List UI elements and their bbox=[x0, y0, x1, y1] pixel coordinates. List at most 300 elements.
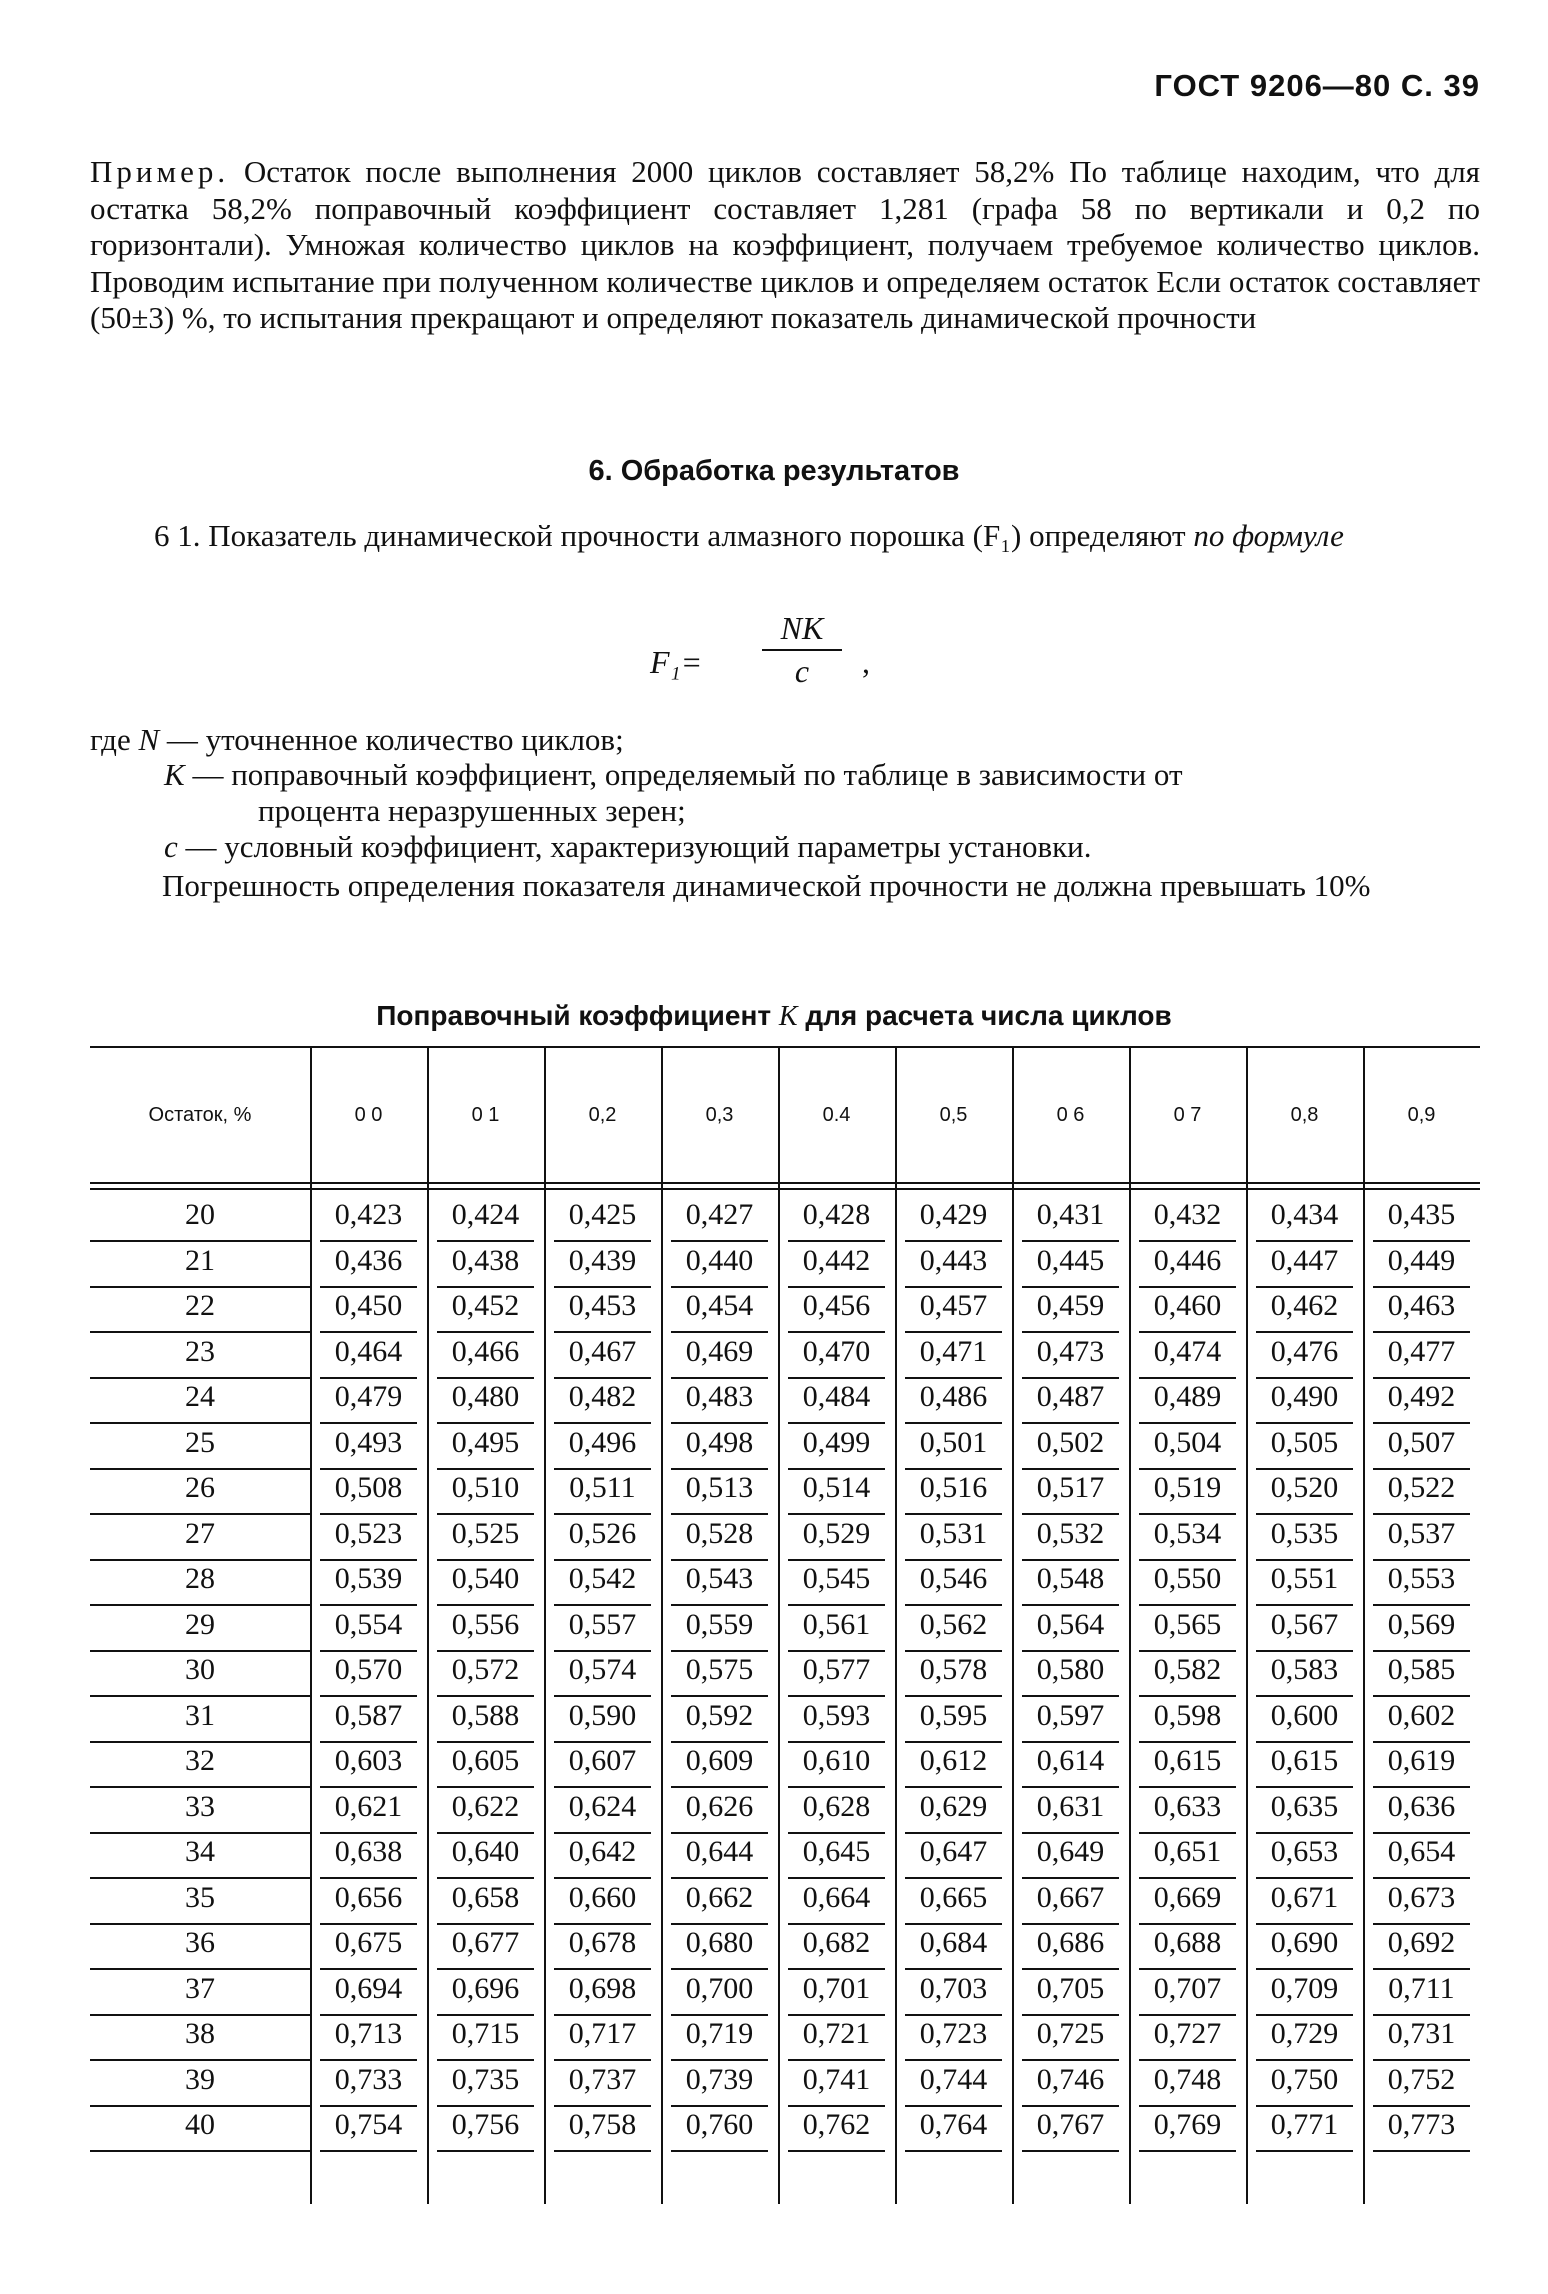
cell-rule bbox=[554, 1468, 651, 1470]
table-cell: 0,698 bbox=[568, 1971, 637, 2005]
cell-rule bbox=[1022, 1331, 1119, 1333]
table-cell: 0,442 bbox=[802, 1243, 871, 1277]
table-cell: 0,744 bbox=[919, 2062, 988, 2096]
cell-rule bbox=[905, 2105, 1002, 2107]
column-header: 0,2 bbox=[588, 1103, 617, 1126]
definition-symbol: N bbox=[138, 722, 167, 757]
table-cell: 0,711 bbox=[1388, 1971, 1455, 2005]
table-cell: 0,694 bbox=[334, 1971, 403, 2005]
table-cell: 0,667 bbox=[1036, 1880, 1105, 1914]
table-cell: 0,771 bbox=[1270, 2108, 1339, 2141]
cell-rule bbox=[320, 1968, 417, 1970]
cell-rule bbox=[554, 1422, 651, 1424]
accuracy-note: Погрешность определения показателя динамической прочности не должна превышать 10% bbox=[162, 868, 1371, 903]
clause-6-1-text: 6 1. Показатель динамической прочности алмазного порошка (F₁) определяют bbox=[154, 518, 1186, 553]
cell-rule bbox=[320, 2105, 417, 2107]
table-cell: 0,682 bbox=[802, 1926, 871, 1959]
cell-rule bbox=[437, 1468, 534, 1470]
table-cell: 0,513 bbox=[685, 1471, 754, 1504]
row-label: 25 bbox=[185, 1425, 215, 1459]
table-cell: 0,721 bbox=[802, 2017, 871, 2050]
cell-rule bbox=[437, 1422, 534, 1424]
cell-rule bbox=[671, 2059, 768, 2061]
cell-rule bbox=[1373, 1422, 1470, 1424]
table-cell: 0,460 bbox=[1153, 1289, 1222, 1322]
cell-rule bbox=[1022, 2014, 1119, 2016]
cell-rule bbox=[554, 1240, 651, 1242]
table-cell: 0,696 bbox=[451, 1971, 520, 2005]
cell-rule bbox=[1256, 1559, 1353, 1561]
table-cell: 0,593 bbox=[802, 1698, 871, 1732]
table-cell: 0,590 bbox=[568, 1698, 637, 1732]
cell-rule bbox=[671, 1377, 768, 1379]
table-cell: 0,548 bbox=[1036, 1562, 1105, 1595]
cell-rule bbox=[788, 1786, 885, 1788]
cell-rule bbox=[671, 2150, 768, 2152]
cell-rule bbox=[1373, 1650, 1470, 1652]
table-cell: 0,588 bbox=[451, 1698, 520, 1732]
table-cell: 0,498 bbox=[685, 1425, 754, 1459]
table-cell: 0,701 bbox=[802, 1971, 871, 2005]
cell-rule bbox=[554, 1832, 651, 1834]
row-rule bbox=[90, 2014, 310, 2016]
table-cell: 0,624 bbox=[568, 1789, 637, 1823]
row-rule bbox=[90, 1695, 310, 1697]
cell-rule bbox=[554, 1968, 651, 1970]
table-cell: 0,680 bbox=[685, 1926, 754, 1959]
cell-rule bbox=[671, 1650, 768, 1652]
table-cell: 0,673 bbox=[1387, 1880, 1456, 1914]
table-cell: 0,514 bbox=[802, 1471, 871, 1504]
cell-rule bbox=[554, 1513, 651, 1515]
cell-rule bbox=[905, 1695, 1002, 1697]
table-cell: 0,686 bbox=[1036, 1926, 1105, 1959]
cell-rule bbox=[671, 2105, 768, 2107]
cell-rule bbox=[1139, 2105, 1236, 2107]
table-cell: 0,575 bbox=[685, 1653, 754, 1686]
cell-rule bbox=[905, 1877, 1002, 1879]
table-cell: 0,546 bbox=[919, 1562, 988, 1595]
row-rule bbox=[90, 1650, 310, 1652]
cell-rule bbox=[320, 1923, 417, 1925]
cell-rule bbox=[1256, 1968, 1353, 1970]
row-label: 40 bbox=[185, 2108, 215, 2141]
definition-text: — условный коэффициент, характеризующий параметры установки. bbox=[185, 829, 1092, 864]
cell-rule bbox=[554, 1559, 651, 1561]
cell-rule bbox=[1139, 1877, 1236, 1879]
table-cell: 0,516 bbox=[919, 1471, 988, 1504]
formula bbox=[0, 610, 1548, 710]
table-cell: 0,700 bbox=[685, 1971, 754, 2005]
table-cell: 0,727 bbox=[1153, 2017, 1222, 2050]
cell-rule bbox=[1256, 1468, 1353, 1470]
table-cell: 0,690 bbox=[1270, 1926, 1339, 1959]
cell-rule bbox=[1256, 1650, 1353, 1652]
table-cell: 0,741 bbox=[802, 2062, 871, 2096]
cell-rule bbox=[1373, 1513, 1470, 1515]
definition-item bbox=[164, 757, 1183, 793]
table-cell: 0,526 bbox=[568, 1516, 637, 1550]
table-cell: 0,484 bbox=[802, 1380, 871, 1413]
table-cell: 0,605 bbox=[451, 1744, 520, 1777]
table-cell: 0,424 bbox=[451, 1198, 520, 1231]
cell-rule bbox=[671, 1786, 768, 1788]
cell-rule bbox=[788, 1468, 885, 1470]
cell-rule bbox=[1373, 1468, 1470, 1470]
cell-rule bbox=[1139, 1695, 1236, 1697]
table-cell: 0,436 bbox=[334, 1243, 403, 1277]
cell-rule bbox=[788, 1331, 885, 1333]
cell-rule bbox=[1022, 1968, 1119, 1970]
cell-rule bbox=[1373, 1968, 1470, 1970]
cell-rule bbox=[1139, 2150, 1236, 2152]
cell-rule bbox=[554, 2105, 651, 2107]
table-cell: 0,439 bbox=[568, 1243, 637, 1277]
table-cell: 0,703 bbox=[919, 1971, 988, 2005]
table-cell: 0,496 bbox=[568, 1425, 637, 1459]
table-cell: 0,492 bbox=[1387, 1380, 1456, 1413]
table-cell: 0,645 bbox=[802, 1835, 871, 1868]
formula-numerator: NK bbox=[762, 610, 842, 651]
row-rule bbox=[90, 2150, 310, 2152]
table-cell: 0,598 bbox=[1153, 1698, 1222, 1732]
cell-rule bbox=[320, 2059, 417, 2061]
table-cell: 0,629 bbox=[919, 1789, 988, 1823]
row-rule bbox=[90, 2105, 310, 2107]
column-header: 0,3 bbox=[705, 1103, 734, 1126]
cell-rule bbox=[1022, 1422, 1119, 1424]
table-cell: 0,470 bbox=[802, 1334, 871, 1368]
table-cell: 0,756 bbox=[451, 2108, 520, 2141]
cell-rule bbox=[671, 1468, 768, 1470]
cell-rule bbox=[788, 1422, 885, 1424]
row-label: 34 bbox=[185, 1835, 215, 1868]
row-rule bbox=[90, 1741, 310, 1743]
table-cell: 0,715 bbox=[451, 2017, 520, 2050]
table-cell: 0,654 bbox=[1387, 1835, 1456, 1868]
table-cell: 0,582 bbox=[1153, 1653, 1222, 1686]
cell-rule bbox=[320, 2150, 417, 2152]
cell-rule bbox=[1139, 1286, 1236, 1288]
cell-rule bbox=[905, 1377, 1002, 1379]
row-label: 31 bbox=[185, 1698, 215, 1732]
table-cell: 0,764 bbox=[919, 2108, 988, 2141]
cell-rule bbox=[1022, 1468, 1119, 1470]
cell-rule bbox=[788, 1513, 885, 1515]
table-cell: 0,443 bbox=[919, 1243, 988, 1277]
definition-symbol: K bbox=[164, 757, 193, 792]
table-cell: 0,528 bbox=[685, 1516, 754, 1550]
section-title: 6. Обработка результатов bbox=[588, 455, 960, 487]
cell-rule bbox=[1256, 1513, 1353, 1515]
table-cell: 0,729 bbox=[1270, 2017, 1339, 2050]
definition-text: — уточненное количество циклов; bbox=[166, 722, 624, 757]
table-cell: 0,564 bbox=[1036, 1607, 1105, 1641]
cell-rule bbox=[320, 1559, 417, 1561]
cell-rule bbox=[788, 1695, 885, 1697]
table-cell: 0,450 bbox=[334, 1289, 403, 1322]
table-cell: 0,622 bbox=[451, 1789, 520, 1823]
table-cell: 0,748 bbox=[1153, 2062, 1222, 2096]
column-header: 0,9 bbox=[1407, 1103, 1436, 1126]
table-cell: 0,640 bbox=[451, 1835, 520, 1868]
cell-rule bbox=[788, 1286, 885, 1288]
cell-rule bbox=[320, 2014, 417, 2016]
table-cell: 0,612 bbox=[919, 1744, 988, 1777]
table-cell: 0,636 bbox=[1387, 1789, 1456, 1823]
table-cell: 0,619 bbox=[1387, 1744, 1456, 1777]
table-header-rule-2 bbox=[90, 1188, 1480, 1190]
table-title-a: Поправочный коэффициент bbox=[376, 1000, 772, 1031]
cell-rule bbox=[1139, 1604, 1236, 1606]
cell-rule bbox=[320, 1513, 417, 1515]
cell-rule bbox=[1256, 1877, 1353, 1879]
cell-rule bbox=[788, 2105, 885, 2107]
table-cell: 0,752 bbox=[1387, 2062, 1456, 2096]
table-cell: 0,556 bbox=[451, 1607, 520, 1641]
table-cell: 0,754 bbox=[334, 2108, 403, 2141]
cell-rule bbox=[1373, 1286, 1470, 1288]
table-cell: 0,453 bbox=[568, 1289, 637, 1322]
table-cell: 0,447 bbox=[1270, 1243, 1339, 1277]
definition-intro: где bbox=[90, 722, 139, 757]
table-cell: 0,480 bbox=[451, 1380, 520, 1413]
cell-rule bbox=[1373, 1923, 1470, 1925]
table-cell: 0,432 bbox=[1153, 1198, 1222, 1231]
table-cell: 0,688 bbox=[1153, 1926, 1222, 1959]
cell-rule bbox=[671, 1604, 768, 1606]
cell-rule bbox=[905, 1286, 1002, 1288]
table-cell: 0,773 bbox=[1387, 2108, 1456, 2141]
table-cell: 0,675 bbox=[334, 1926, 403, 1959]
row-rule bbox=[90, 1468, 310, 1470]
table-cell: 0,660 bbox=[568, 1880, 637, 1914]
cell-rule bbox=[905, 1513, 1002, 1515]
cell-rule bbox=[320, 1377, 417, 1379]
table-cell: 0,580 bbox=[1036, 1653, 1105, 1686]
cell-rule bbox=[905, 2059, 1002, 2061]
table-cell: 0,723 bbox=[919, 2017, 988, 2050]
cell-rule bbox=[905, 2014, 1002, 2016]
cell-rule bbox=[1139, 1923, 1236, 1925]
table-cell: 0,438 bbox=[451, 1243, 520, 1277]
cell-rule bbox=[437, 1741, 534, 1743]
cell-rule bbox=[554, 1695, 651, 1697]
table-cell: 0,633 bbox=[1153, 1789, 1222, 1823]
table-cell: 0,423 bbox=[334, 1198, 403, 1231]
cell-rule bbox=[905, 1786, 1002, 1788]
cell-rule bbox=[905, 1422, 1002, 1424]
table-cell: 0,562 bbox=[919, 1607, 988, 1641]
table-cell: 0,504 bbox=[1153, 1425, 1222, 1459]
cell-rule bbox=[437, 1695, 534, 1697]
cell-rule bbox=[1373, 1604, 1470, 1606]
cell-rule bbox=[1256, 1240, 1353, 1242]
cell-rule bbox=[1139, 1832, 1236, 1834]
table-cell: 0,649 bbox=[1036, 1835, 1105, 1868]
table-cell: 0,446 bbox=[1153, 1243, 1222, 1277]
cell-rule bbox=[905, 1650, 1002, 1652]
cell-rule bbox=[1022, 1877, 1119, 1879]
cell-rule bbox=[437, 1832, 534, 1834]
row-label: 24 bbox=[185, 1380, 215, 1413]
table-cell: 0,459 bbox=[1036, 1289, 1105, 1322]
coefficient-table bbox=[90, 1046, 1480, 2206]
cell-rule bbox=[1256, 1695, 1353, 1697]
cell-rule bbox=[1256, 2014, 1353, 2016]
table-cell: 0,762 bbox=[802, 2108, 871, 2141]
cell-rule bbox=[320, 1331, 417, 1333]
cell-rule bbox=[1373, 2105, 1470, 2107]
table-cell: 0,644 bbox=[685, 1835, 754, 1868]
cell-rule bbox=[437, 1968, 534, 1970]
table-cell: 0,647 bbox=[919, 1835, 988, 1868]
cell-rule bbox=[905, 1559, 1002, 1561]
table-cell: 0,692 bbox=[1387, 1926, 1456, 1959]
table-cell: 0,489 bbox=[1153, 1380, 1222, 1413]
cell-rule bbox=[1256, 1604, 1353, 1606]
table-cell: 0,621 bbox=[334, 1789, 403, 1823]
cell-rule bbox=[788, 1832, 885, 1834]
column-header: 0,8 bbox=[1290, 1103, 1319, 1126]
row-rule bbox=[90, 1877, 310, 1879]
table-cell: 0,482 bbox=[568, 1380, 637, 1413]
table-cell: 0,664 bbox=[802, 1880, 871, 1914]
table-cell: 0,554 bbox=[334, 1607, 403, 1641]
cell-rule bbox=[1139, 1968, 1236, 1970]
row-label: 36 bbox=[185, 1926, 215, 1959]
cell-rule bbox=[554, 1877, 651, 1879]
table-cell: 0,737 bbox=[568, 2062, 637, 2096]
cell-rule bbox=[320, 1286, 417, 1288]
row-rule bbox=[90, 2059, 310, 2061]
cell-rule bbox=[1022, 1695, 1119, 1697]
row-label: 37 bbox=[185, 1971, 215, 2005]
cell-rule bbox=[554, 2059, 651, 2061]
cell-rule bbox=[788, 1968, 885, 1970]
table-cell: 0,572 bbox=[451, 1653, 520, 1686]
row-rule bbox=[90, 1832, 310, 1834]
cell-rule bbox=[437, 1331, 534, 1333]
cell-rule bbox=[1022, 1923, 1119, 1925]
definition-text: процента неразрушенных зерен; bbox=[258, 793, 686, 828]
cell-rule bbox=[1256, 1832, 1353, 1834]
cell-rule bbox=[788, 1877, 885, 1879]
cell-rule bbox=[788, 1650, 885, 1652]
table-cell: 0,502 bbox=[1036, 1425, 1105, 1459]
cell-rule bbox=[437, 2105, 534, 2107]
cell-rule bbox=[1373, 1877, 1470, 1879]
cell-rule bbox=[1022, 1741, 1119, 1743]
page-header: ГОСТ 9206—80 С. 39 bbox=[1154, 68, 1480, 103]
table-cell: 0,707 bbox=[1153, 1971, 1222, 2005]
cell-rule bbox=[1022, 1513, 1119, 1515]
cell-rule bbox=[905, 2150, 1002, 2152]
table-cell: 0,477 bbox=[1387, 1334, 1456, 1368]
table-cell: 0,427 bbox=[685, 1198, 754, 1231]
cell-rule bbox=[437, 1650, 534, 1652]
cell-rule bbox=[1022, 1286, 1119, 1288]
table-title bbox=[0, 1000, 1548, 1033]
cell-rule bbox=[1139, 1377, 1236, 1379]
table-cell: 0,545 bbox=[802, 1562, 871, 1595]
row-rule bbox=[90, 1331, 310, 1333]
cell-rule bbox=[1022, 2059, 1119, 2061]
table-cell: 0,457 bbox=[919, 1289, 988, 1322]
cell-rule bbox=[320, 1786, 417, 1788]
table-cell: 0,610 bbox=[802, 1744, 871, 1777]
cell-rule bbox=[1256, 1286, 1353, 1288]
definition-item bbox=[164, 829, 1091, 865]
table-title-b: для расчета числа циклов bbox=[805, 1000, 1172, 1031]
table-cell: 0,467 bbox=[568, 1334, 637, 1368]
row-label: 26 bbox=[185, 1471, 215, 1504]
cell-rule bbox=[1373, 1741, 1470, 1743]
row-label: 22 bbox=[185, 1289, 215, 1322]
example-text: Остаток после выполнения 2000 циклов составляет 58,2% По таблице находим, что для остатка 58,2% поправочный коэффициент составляет 1,281 (графа 58 по вертикали и 0,2 по горизонтали). Умножая количество циклов на коэффициент, получаем требуемое количество циклов. Проводим испытание при полученном количестве циклов и определяем остаток Если остаток составляет (50±3) %, то испытания прекращают и определяют показатель динамической прочности bbox=[90, 154, 1480, 335]
table-cell: 0,597 bbox=[1036, 1698, 1105, 1732]
table-cell: 0,471 bbox=[919, 1334, 988, 1368]
table-cell: 0,510 bbox=[451, 1471, 520, 1504]
table-cell: 0,486 bbox=[919, 1380, 988, 1413]
cell-rule bbox=[1139, 1786, 1236, 1788]
column-header: 0 6 bbox=[1056, 1103, 1085, 1126]
table-cell: 0,508 bbox=[334, 1471, 403, 1504]
cell-rule bbox=[905, 1604, 1002, 1606]
row-label: 23 bbox=[185, 1334, 215, 1368]
table-cell: 0,592 bbox=[685, 1698, 754, 1732]
column-header: 0 7 bbox=[1173, 1103, 1202, 1126]
row-rule bbox=[90, 1422, 310, 1424]
clause-6-1 bbox=[90, 518, 1480, 555]
cell-rule bbox=[554, 1923, 651, 1925]
cell-rule bbox=[788, 2014, 885, 2016]
table-cell: 0,653 bbox=[1270, 1835, 1339, 1868]
cell-rule bbox=[1139, 1650, 1236, 1652]
definition-item bbox=[258, 793, 686, 829]
row-label: 20 bbox=[185, 1198, 215, 1231]
cell-rule bbox=[554, 1741, 651, 1743]
table-cell: 0,529 bbox=[802, 1516, 871, 1550]
cell-rule bbox=[1022, 1559, 1119, 1561]
cell-rule bbox=[1373, 2150, 1470, 2152]
table-cell: 0,505 bbox=[1270, 1425, 1339, 1459]
table-cell: 0,435 bbox=[1387, 1198, 1456, 1231]
example-paragraph bbox=[90, 154, 1480, 337]
table-cell: 0,569 bbox=[1387, 1607, 1456, 1641]
table-cell: 0,440 bbox=[685, 1243, 754, 1277]
table-cell: 0,565 bbox=[1153, 1607, 1222, 1641]
cell-rule bbox=[788, 1377, 885, 1379]
cell-rule bbox=[1256, 2150, 1353, 2152]
row-label: 21 bbox=[185, 1243, 215, 1277]
definition-symbol: c bbox=[164, 829, 186, 864]
cell-rule bbox=[1373, 1377, 1470, 1379]
table-cell: 0,517 bbox=[1036, 1471, 1105, 1504]
cell-rule bbox=[437, 1604, 534, 1606]
table-cell: 0,487 bbox=[1036, 1380, 1105, 1413]
row-label: 39 bbox=[185, 2062, 215, 2096]
table-cell: 0,476 bbox=[1270, 1334, 1339, 1368]
table-cell: 0,425 bbox=[568, 1198, 637, 1231]
table-cell: 0,431 bbox=[1036, 1198, 1105, 1231]
cell-rule bbox=[905, 1968, 1002, 1970]
cell-rule bbox=[905, 1331, 1002, 1333]
table-cell: 0,490 bbox=[1270, 1380, 1339, 1413]
cell-rule bbox=[788, 1604, 885, 1606]
table-cell: 0,553 bbox=[1387, 1562, 1456, 1595]
table-cell: 0,713 bbox=[334, 2017, 403, 2050]
